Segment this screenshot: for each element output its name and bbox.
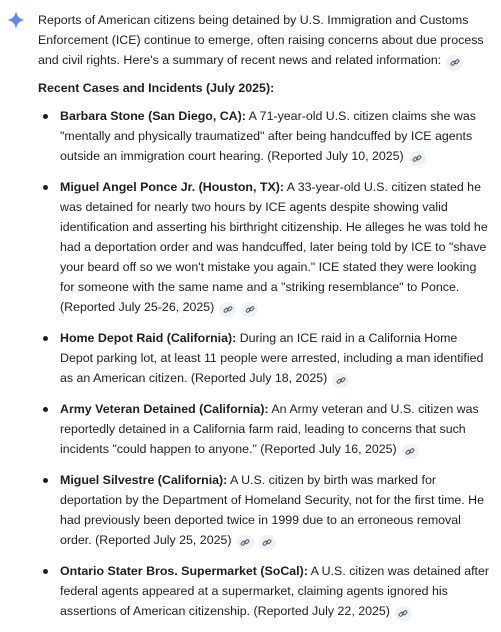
citation-link[interactable] <box>237 535 254 550</box>
link-icon <box>412 154 422 163</box>
incident-title: Miguel Silvestre (California): <box>60 473 228 487</box>
citation-link[interactable] <box>219 302 236 317</box>
bullet-icon <box>43 114 48 119</box>
link-icon <box>262 538 272 547</box>
list-item <box>38 399 490 459</box>
incident-text: A 33-year-old U.S. citizen stated he was detained for nearly two hours by ICE agents despite showing valid identification and asserting his birthright citizenship. He alleges he was told he had a deportation order and was handcuffed, later being told by ICE to "shave your beard off so we won't mistake you again." ICE stated they were looking for someone with the same name and a "striking resemblance" to Ponce. (Reported July 25-26, 2025) <box>60 180 488 314</box>
list-item <box>38 470 490 550</box>
bullet-icon <box>43 185 48 190</box>
incident-title: Ontario Stater Bros. Supermarket (SoCal): <box>60 564 308 578</box>
link-icon <box>398 609 408 618</box>
bullet-icon <box>43 569 48 574</box>
incident-title: Home Depot Raid (California): <box>60 331 237 345</box>
citation-link[interactable] <box>241 302 258 317</box>
list-item <box>38 177 490 317</box>
list-item <box>38 106 490 166</box>
incident-title: Army Veteran Detained (California): <box>60 402 269 416</box>
incident-title: Miguel Angel Ponce Jr. (Houston, TX): <box>60 180 284 194</box>
link-icon <box>405 447 415 456</box>
citation-link[interactable] <box>395 606 412 621</box>
citation-link[interactable] <box>259 535 276 550</box>
link-icon <box>240 538 250 547</box>
incident-text: A U.S. citizen was detained after federal agents appeared at a supermarket, claiming agents ignored his assertions of American citizenship. (Reported July 22, 2025) <box>60 564 490 618</box>
link-icon <box>245 305 255 314</box>
link-icon <box>336 376 346 385</box>
response-content <box>38 10 490 632</box>
incident-text: During an ICE raid in a California Home Depot parking lot, at least 11 people were arrested, including a man identified as an American citizen. (Reported July 18, 2025) <box>60 331 484 385</box>
intro-paragraph <box>38 10 490 70</box>
intro-text: Reports of American citizens being detained by U.S. Immigration and Customs Enforcement (ICE) continue to emerge, often raising concerns about due process and civil rights. Here's a summary of recent news and related information: <box>38 13 484 67</box>
section-heading: Recent Cases and Incidents (July 2025): <box>38 81 275 95</box>
incident-text: A 71-year-old U.S. citizen claims she was "mentally and physically traumatized" after being handcuffed by ICE agents outside an immigration court hearing. (Reported July 10, 2025) <box>60 109 476 163</box>
citation-link[interactable] <box>409 151 426 166</box>
incident-text: An Army veteran and U.S. citizen was reportedly detained in a California farm raid, leading to concerns that such incidents "could happen to anyone." (Reported July 16, 2025) <box>60 402 479 456</box>
citation-link[interactable] <box>332 373 349 388</box>
list-item <box>38 328 490 388</box>
incident-list <box>38 106 490 621</box>
citation-link[interactable] <box>402 444 419 459</box>
bullet-icon <box>43 407 48 412</box>
list-item <box>38 561 490 621</box>
link-icon <box>223 305 233 314</box>
citation-link[interactable] <box>446 55 463 70</box>
gemini-sparkle-icon <box>6 10 26 30</box>
incident-title: Barbara Stone (San Diego, CA): <box>60 109 246 123</box>
bullet-icon <box>43 478 48 483</box>
bullet-icon <box>43 336 48 341</box>
link-icon <box>450 58 460 67</box>
incident-text: A U.S. citizen by birth was marked for deportation by the Department of Homeland Security, not for the first time. He had previously been deported twice in 1999 due to an erroneous removal order. (Reported July 25, 2025) <box>60 473 485 547</box>
